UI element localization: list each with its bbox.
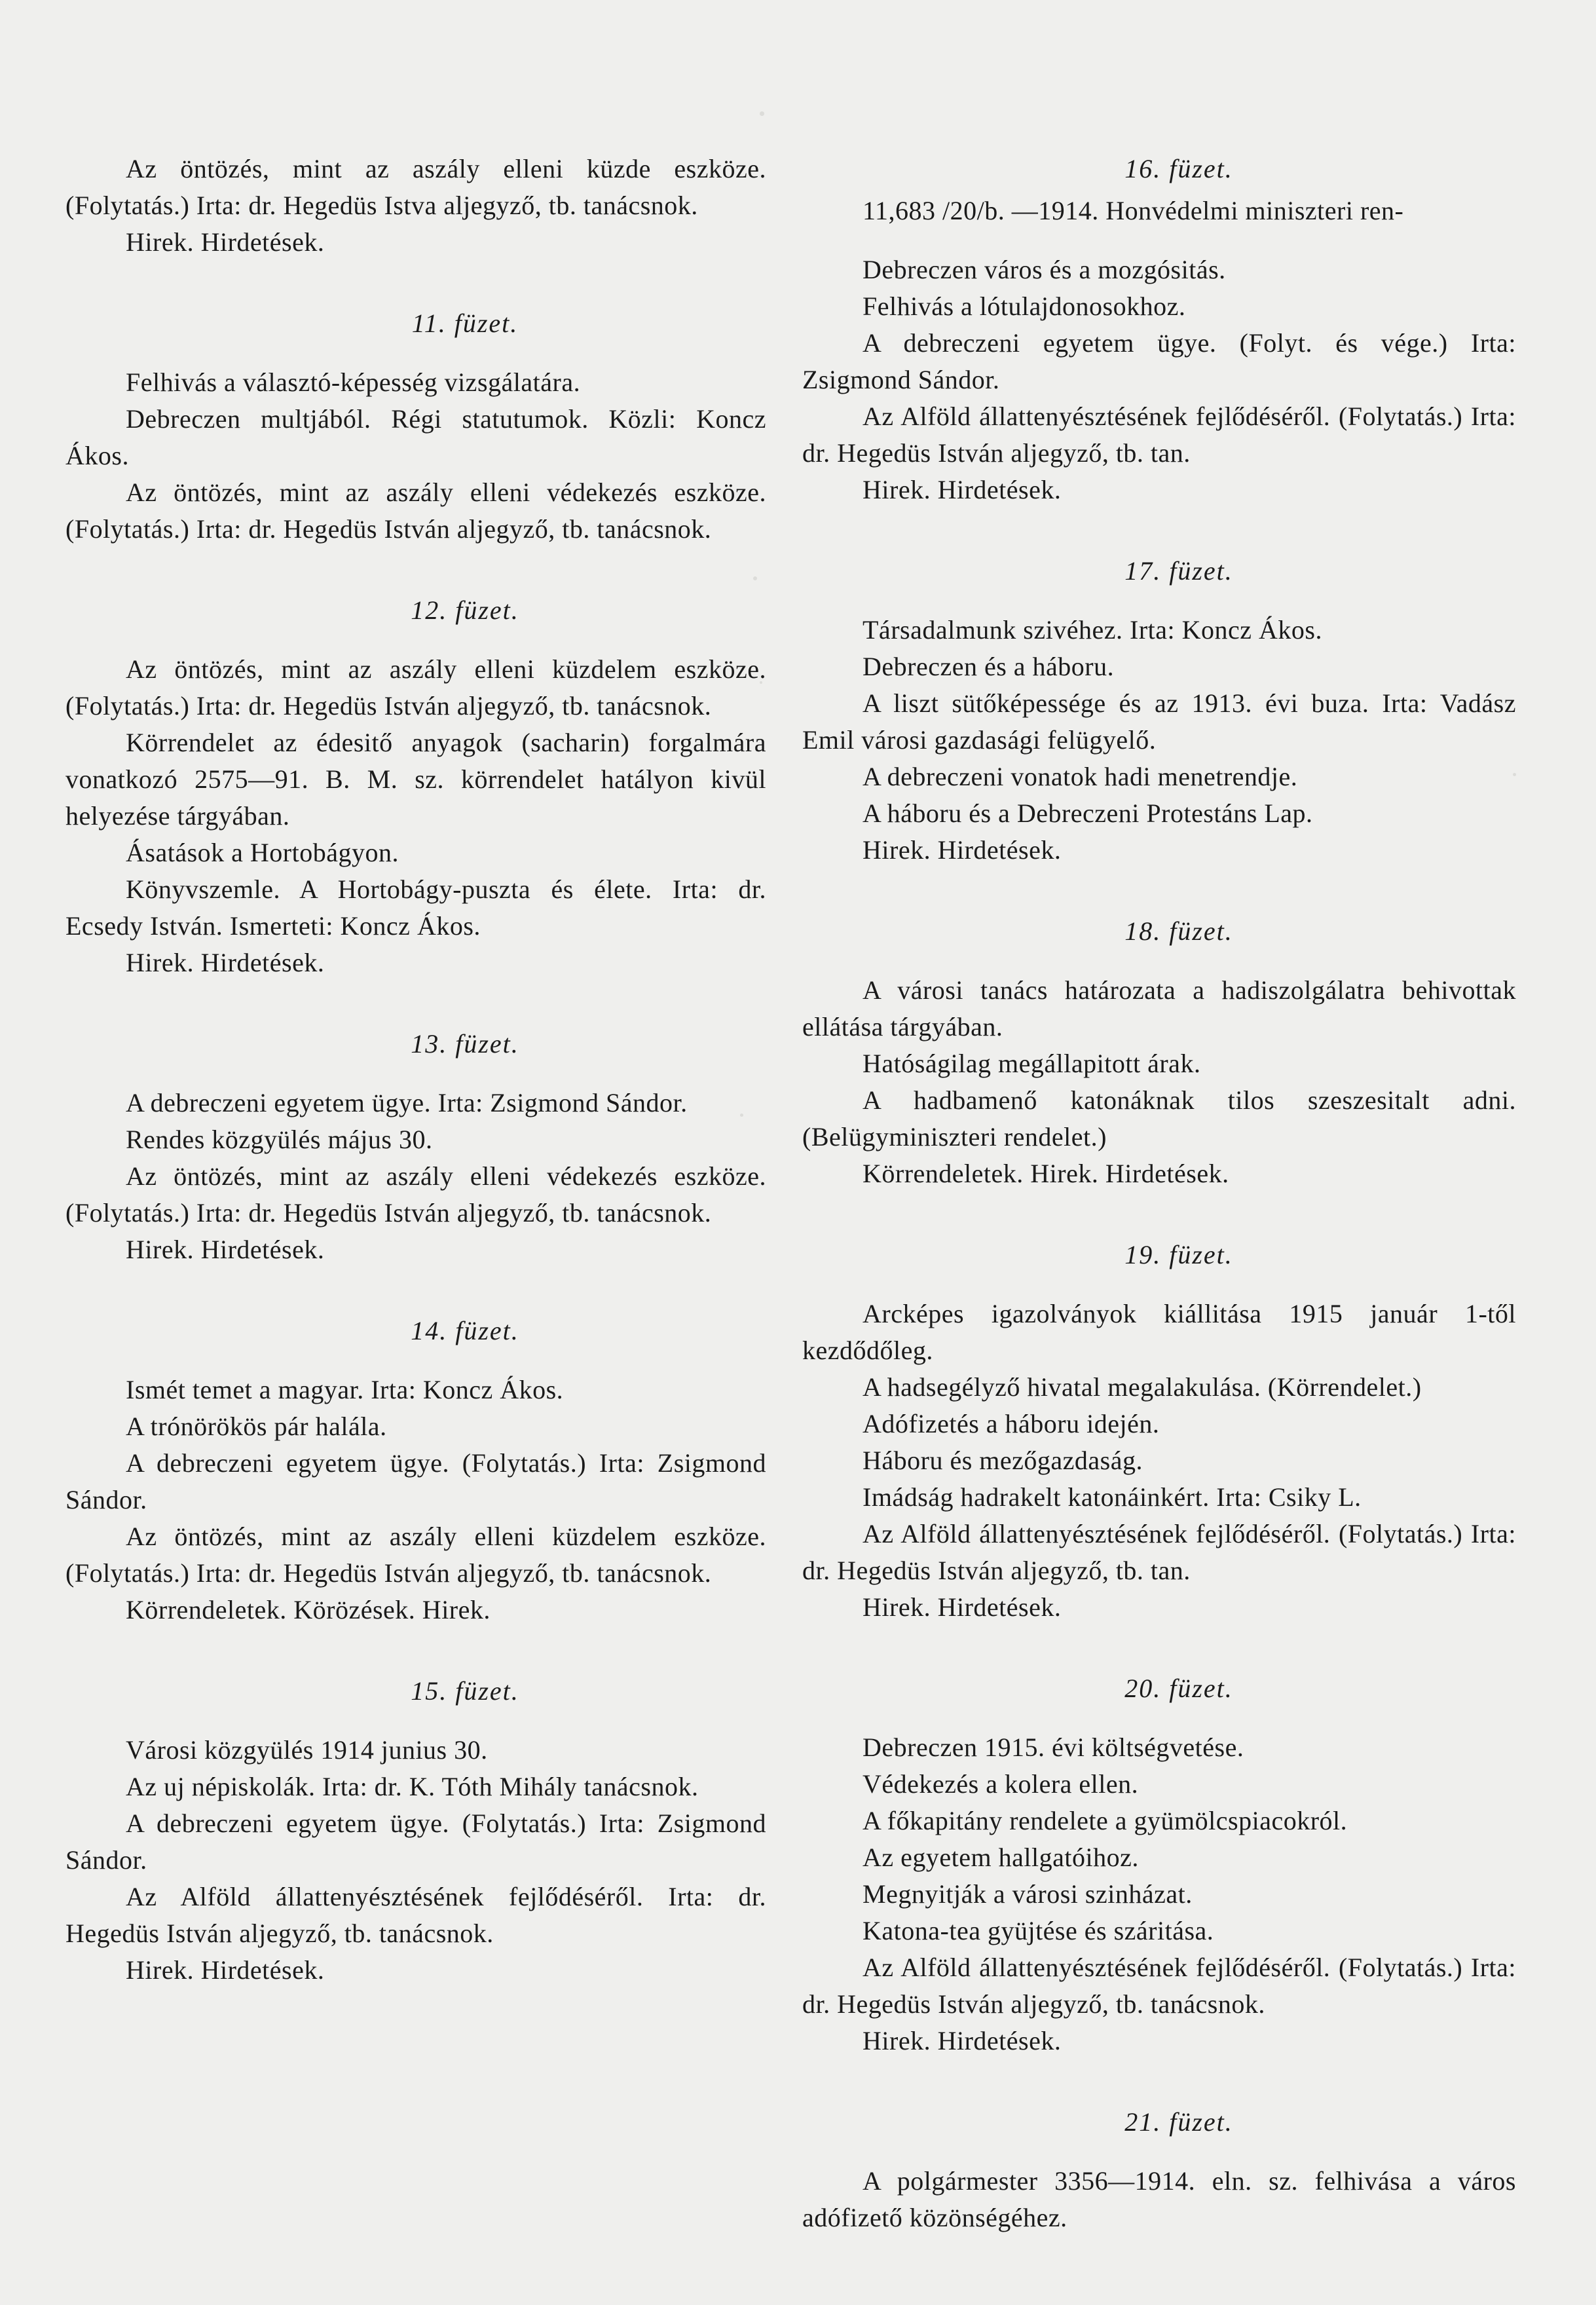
issue-section — [802, 1626, 1516, 2059]
entry: Katona-tea gyüjtése és száritása. — [863, 1916, 1214, 1945]
entry: A főkapitány rendelete a gyümölcspiacokról. — [863, 1806, 1348, 1835]
entry: Hirek. Hirdetések. — [863, 2026, 1062, 2055]
entry: A háboru és a Debreczeni Protestáns Lap. — [863, 798, 1313, 828]
entry: Hirek. Hirdetések. — [863, 1592, 1062, 1622]
entry: Hirek. Hirdetések. — [126, 1955, 325, 1985]
entry: Hirek. Hirdetések. — [126, 948, 325, 977]
issue-title: 18. füzet. — [1124, 916, 1233, 946]
entry: A debreczeni egyetem ügye. Irta: Zsigmond Sándor. — [126, 1088, 688, 1117]
issue-section — [65, 548, 766, 981]
entry: Az öntözés, mint az aszály elleni küzdelem eszköze. (Folytatás.) Irta: dr. Hegedüs István aljegyző, tb. tanácsnok. — [65, 1522, 766, 1588]
entry: Hirek. Hirdetések. — [863, 835, 1062, 865]
issue-title: 17. füzet. — [1124, 556, 1233, 586]
issue-title: 12. füzet. — [411, 595, 519, 625]
entry: Az Alföld állattenyésztésének fejlődéséről. (Folytatás.) Irta: dr. Hegedüs István aljegyző, tb. tan. — [802, 1519, 1516, 1585]
issue-section — [802, 1192, 1516, 1626]
entry: Az öntözés, mint az aszály elleni küzde eszköze. (Folytatás.) Irta: dr. Hegedüs Istva aljegyző, tb. tanácsnok. — [65, 154, 766, 220]
entry: A városi tanács határozata a hadiszolgálatra behivottak ellátása tárgyában. — [802, 975, 1516, 1041]
entry: Körrendeletek. Körözések. Hirek. — [126, 1595, 491, 1624]
issue-title: 11. füzet. — [411, 309, 519, 338]
issue-title: 16. füzet. — [1124, 154, 1233, 183]
issue-title: 20. füzet. — [1124, 1674, 1233, 1703]
issue-section — [802, 869, 1516, 1192]
issue-title: 15. füzet. — [411, 1676, 519, 1706]
entry: Az Alföld állattenyésztésének fejlődéséről. (Folytatás.) Irta: dr. Hegedüs István aljegyző, tb. tanácsnok. — [802, 1953, 1516, 2019]
entry: Az öntözés, mint az aszály elleni küzdelem eszköze. (Folytatás.) Irta: dr. Hegedüs István aljegyző, tb. tanácsnok. — [65, 654, 766, 721]
left-column — [65, 151, 766, 1989]
entry: Védekezés a kolera ellen. — [863, 1769, 1139, 1799]
entry: Felhivás a választó-képesség vizsgálatára. — [126, 367, 581, 397]
entry: Az öntözés, mint az aszály elleni védekezés eszköze. (Folytatás.) Irta: dr. Hegedüs István aljegyző, tb. tanácsnok. — [65, 478, 766, 544]
entry: A hadbamenő katonáknak tilos szeszesitalt adni. (Belügyminiszteri rendelet.) — [802, 1085, 1516, 1152]
entry: Hirek. Hirdetések. — [863, 475, 1062, 504]
entry: A debreczeni vonatok hadi menetrendje. — [863, 762, 1298, 791]
issue-title: 19. füzet. — [1124, 1240, 1233, 1269]
entry: A hadsegélyző hivatal megalakulása. (Körrendelet.) — [863, 1372, 1422, 1402]
issue-section — [802, 151, 1516, 508]
issue-section — [802, 508, 1516, 869]
issue-section — [65, 261, 766, 548]
entry: A liszt sütőképessége és az 1913. évi buza. Irta: Vadász Emil városi gazdasági felügyelő. — [802, 688, 1516, 755]
issue-title: 14. füzet. — [411, 1316, 519, 1345]
entry: Debreczen és a háboru. — [863, 652, 1115, 681]
entry: Az öntözés, mint az aszály elleni védekezés eszköze. (Folytatás.) Irta: dr. Hegedüs István aljegyző, tb. tanácsnok. — [65, 1161, 766, 1227]
entry: Az Alföld állattenyésztésének fejlődéséről. Irta: dr. Hegedüs István aljegyző, tb. tanácsnok. — [65, 1882, 766, 1948]
entry: Körrendeletek. Hirek. Hirdetések. — [863, 1159, 1229, 1188]
entry: Debreczen 1915. évi költségvetése. — [863, 1733, 1244, 1762]
entry: Városi közgyülés 1914 junius 30. — [126, 1735, 488, 1765]
entry: Körrendelet az édesitő anyagok (sacharin) forgalmára vonatkozó 2575—91. B. M. sz. körrendelet hatályon kivül helyezése tárgyában. — [65, 728, 766, 831]
issue-section — [65, 1628, 766, 1989]
entry: Felhivás a lótulajdonosokhoz. — [863, 291, 1186, 321]
entry: A debreczeni egyetem ügye. (Folytatás.) Irta: Zsigmond Sándor. — [65, 1448, 766, 1514]
issue-title: 13. füzet. — [411, 1029, 519, 1059]
entry: A trónörökös pár halála. — [126, 1412, 387, 1441]
entry: A polgármester 3356—1914. eln. sz. felhivása a város adófizető közönségéhez. — [802, 2166, 1516, 2232]
entry: Hatóságilag megállapitott árak. — [863, 1049, 1201, 1078]
issue-section — [65, 981, 766, 1268]
entry: Debreczen multjából. Régi statutumok. Közli: Koncz Ákos. — [65, 404, 766, 470]
entry: Adófizetés a háboru idején. — [863, 1409, 1160, 1438]
entry: Az uj népiskolák. Irta: dr. K. Tóth Mihály tanácsnok. — [126, 1772, 699, 1801]
entry: 11,683 /20/b. —1914. Honvédelmi miniszteri ren- — [863, 196, 1404, 225]
entry: Ásatások a Hortobágyon. — [126, 838, 399, 867]
issue-title: 21. füzet. — [1124, 2107, 1233, 2137]
entry: Debreczen város és a mozgósitás. — [863, 255, 1226, 284]
entry: Háboru és mezőgazdaság. — [863, 1446, 1143, 1475]
entry: Hirek. Hirdetések. — [126, 227, 325, 257]
entry: Rendes közgyülés május 30. — [126, 1125, 433, 1154]
entry: Az Alföld állattenyésztésének fejlődéséről. (Folytatás.) Irta: dr. Hegedüs István aljegyző, tb. tan. — [802, 402, 1516, 468]
entry: A debreczeni egyetem ügye. (Folyt. és vége.) Irta: Zsigmond Sándor. — [802, 328, 1516, 394]
entry: A debreczeni egyetem ügye. (Folytatás.) Irta: Zsigmond Sándor. — [65, 1808, 766, 1875]
issue-section — [802, 2059, 1516, 2236]
entry: Társadalmunk szivéhez. Irta: Koncz Ákos. — [863, 615, 1322, 645]
scan-speck — [760, 111, 764, 116]
entry: Imádság hadrakelt katonáinkért. Irta: Csiky L. — [863, 1482, 1362, 1512]
entry: Az egyetem hallgatóihoz. — [863, 1843, 1139, 1872]
entry: Hirek. Hirdetések. — [126, 1235, 325, 1264]
entry: Arcképes igazolványok kiállitása 1915 január 1-től kezdődőleg. — [802, 1299, 1516, 1365]
right-column — [802, 151, 1516, 2236]
entry: Könyvszemle. A Hortobágy-puszta és élete. Irta: dr. Ecsedy István. Ismerteti: Koncz Ákos. — [65, 874, 766, 941]
entry: Megnyitják a városi szinházat. — [863, 1879, 1193, 1909]
issue-section — [65, 1268, 766, 1628]
entry: Ismét temet a magyar. Irta: Koncz Ákos. — [126, 1375, 564, 1404]
